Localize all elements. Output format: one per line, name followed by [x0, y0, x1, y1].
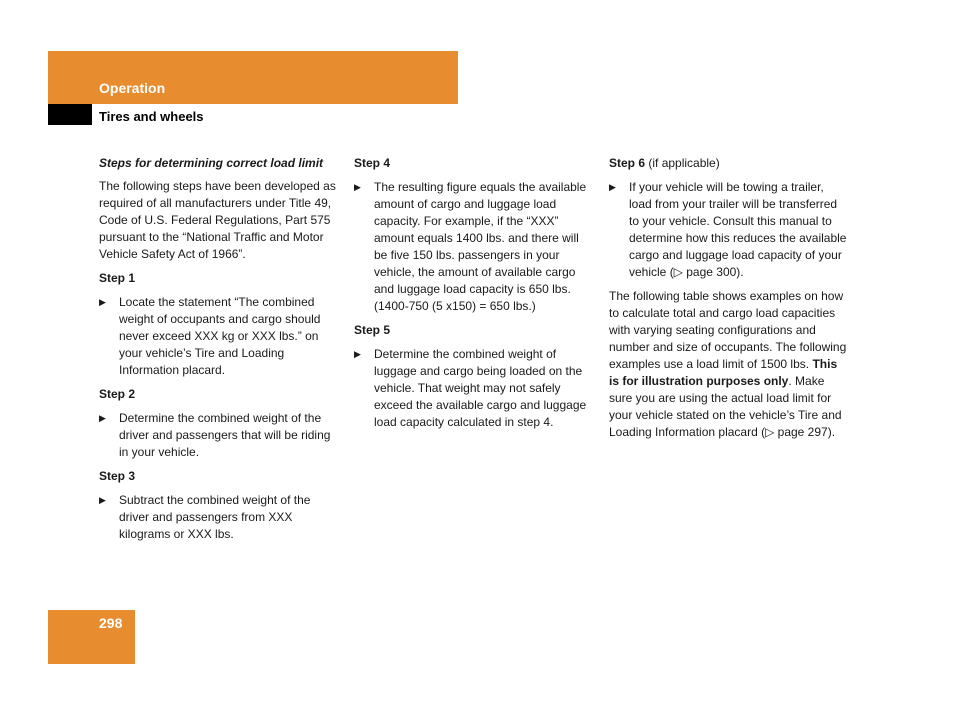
table-intro-start: The following table shows examples on how to calculate total and cargo load capacities with varying seating configurations and number and size of occupants. The following examples use a load limit of 1500 lbs. — [609, 289, 847, 371]
intro-paragraph: The following steps have been developed as required of all manufacturers under Title 49, Code of U.S. Federal Regulations, Part 575 pursuant to the “National Traffic and Motor Vehicle Safety Act of 1966”. — [99, 179, 336, 261]
bullet-arrow-icon: ▶ — [99, 297, 106, 307]
step-6-item — [609, 179, 849, 281]
bullet-arrow-icon: ▶ — [99, 495, 106, 505]
bullet-arrow-icon: ▶ — [354, 182, 361, 192]
step-5-text: Determine the combined weight of luggage and cargo being loaded on the vehicle. That weight may not safely exceed the available cargo and luggage load capacity calculated in step 4. — [374, 347, 587, 429]
step-1-item — [99, 294, 339, 379]
table-intro-paragraph — [609, 288, 849, 441]
step-3-item — [99, 492, 339, 543]
step-2-text: Determine the combined weight of the driver and passengers that will be riding in your vehicle. — [119, 411, 331, 459]
step-6-note: (if applicable) — [648, 156, 720, 170]
step-4-text: The resulting figure equals the available amount of cargo and luggage load capacity. For example, if the “XXX” amount equals 1400 lbs. and there will be five 150 lbs. passengers in your vehicle, the amount of available cargo and luggage load capacity is 650 lbs. (1400-750 (5 x150) = 650 lbs.) — [374, 180, 587, 313]
table-intro-end: . Make sure you are using the actual load limit for your vehicle stated on the vehicle’s Tire and Loading Information placard (▷ page 297). — [609, 374, 842, 439]
step-3-label: Step 3 — [99, 469, 136, 483]
step-4-item — [354, 179, 594, 315]
header-bar — [48, 51, 458, 104]
step-6-label: Step 6 — [609, 156, 646, 170]
bullet-arrow-icon: ▶ — [609, 182, 616, 192]
column-3 — [609, 155, 849, 448]
step-6-label-row — [609, 155, 849, 172]
step-1-text: Locate the statement “The combined weight of occupants and cargo should never exceed XXX kg or XXX lbs.” on your vehicle’s Tire and Loading Information placard. — [119, 295, 321, 377]
step-2-label: Step 2 — [99, 387, 136, 401]
bullet-arrow-icon: ▶ — [354, 349, 361, 359]
step-5-label: Step 5 — [354, 323, 391, 337]
step-3-text: Subtract the combined weight of the driver and passengers from XXX kilograms or XXX lbs. — [119, 493, 311, 541]
step-2-item — [99, 410, 339, 461]
subsection-title: Tires and wheels — [99, 109, 204, 124]
column-1 — [99, 155, 339, 550]
section-title: Operation — [99, 80, 166, 96]
step-6-text: If your vehicle will be towing a trailer, load from your trailer will be transferred to your vehicle. Consult this manual to determine how this reduces the available cargo and luggage load capacity of your vehicle (▷ page 300). — [629, 180, 847, 279]
section-tab-marker — [48, 104, 92, 125]
bullet-arrow-icon: ▶ — [99, 413, 106, 423]
step-4-label: Step 4 — [354, 156, 391, 170]
page-number: 298 — [99, 615, 123, 631]
load-limit-heading: Steps for determining correct load limit — [99, 156, 324, 170]
column-2 — [354, 155, 594, 438]
step-5-item — [354, 346, 594, 431]
step-1-label: Step 1 — [99, 271, 136, 285]
illustration-warning: This is for illustration purposes only — [609, 357, 838, 388]
